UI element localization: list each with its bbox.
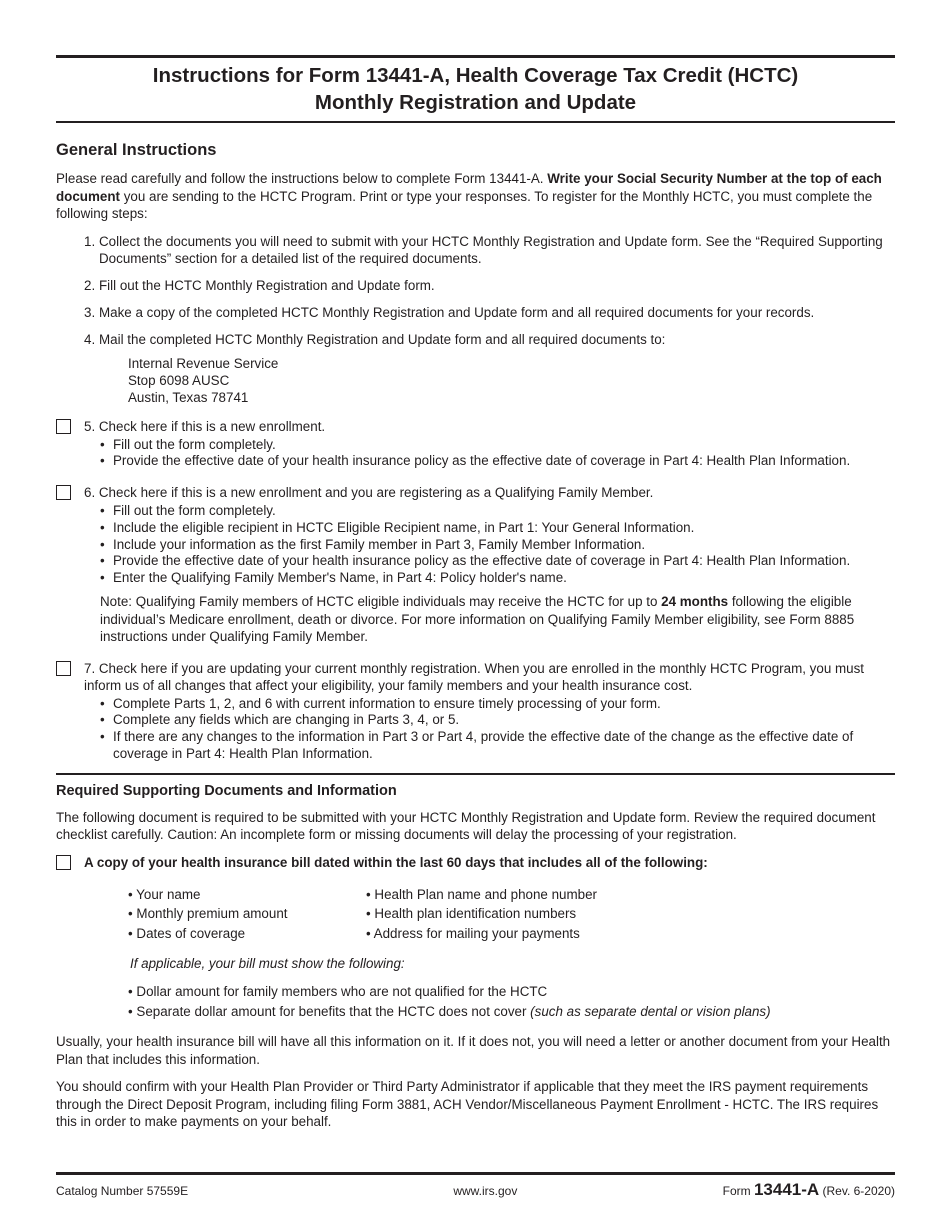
title-line-1: Instructions for Form 13441-A, Health Coverage Tax Credit (HCTC) (152, 64, 799, 87)
step-number: 4. (84, 331, 96, 347)
list-item: • Health Plan name and phone number (366, 886, 597, 902)
list-item: • Enter the Qualifying Family Member's Name, in Part 4: Policy holder's name. (100, 570, 567, 586)
insurance-bill-item (56, 854, 895, 871)
item-6-bullets (100, 503, 895, 587)
steps-list (84, 233, 895, 348)
general-intro (56, 170, 895, 223)
document-page (56, 55, 895, 1141)
required-heading: Required Supporting Documents and Information (56, 782, 397, 799)
list-item: • Health plan identification numbers (366, 906, 577, 922)
list-item: • Address for mailing your payments (366, 925, 580, 941)
general-heading: General Instructions (56, 141, 217, 159)
bill-info-paragraph: Usually, your health insurance bill will have all this information on it. If it does not, you will need a letter or another document from your Health Plan that includes this information. (56, 1034, 891, 1067)
title-rule (56, 121, 895, 123)
catalog-number: Catalog Number 57559E (56, 1184, 189, 1198)
required-intro: The following document is required to be submitted with your HCTC Monthly Registration and Update form. Review the required document checklist carefully. Caution: An incomplete form or missing documents will delay the processing of your registration. (56, 809, 876, 843)
step-text: Make a copy of the completed HCTC Monthly Registration and Update form and all required documents for your records. (99, 304, 815, 320)
list-item: • Dollar amount for family members who are not qualified for the HCTC (128, 984, 548, 1000)
bill-contents (128, 885, 895, 944)
direct-deposit-paragraph: You should confirm with your Health Plan Provider or Third Party Administrator if applicable that they meet the IRS payment requirements through the Direct Deposit Program, including filing Form 3881, ACH Vendor/Miscellaneous Payment Enrollment - HCTC. The IRS requires this in order to make payments on your behalf. (56, 1079, 879, 1130)
address-line: Internal Revenue Service (128, 355, 279, 371)
page-title (56, 58, 895, 121)
footer-rule (56, 1172, 895, 1175)
qualifying-family-note: Note: Qualifying Family members of HCTC eligible individuals may receive the HCTC for up to 24 months following the eligible individual’s Medicare enrollment, death or divorce. For more information on Qualifying Family Member eligibility, see Form 8885 instructions under Qualifying Family Member. (100, 594, 855, 645)
intro-text-a: Please read carefully and follow the instructions below to complete Form 13441-A. (56, 171, 548, 186)
list-item: • Provide the effective date of your health insurance policy as the effective date of coverage in Part 4: Health Plan Information. (100, 453, 851, 469)
step-1 (84, 233, 895, 267)
bill-contents-col-2 (366, 885, 597, 944)
irs-website: www.irs.gov (453, 1184, 518, 1198)
list-item: • Monthly premium amount (128, 906, 288, 922)
item-5-label: 5. Check here if this is a new enrollment. (84, 418, 326, 434)
section-rule (56, 773, 895, 775)
item-5 (56, 418, 895, 471)
list-item: • Include your information as the first Family member in Part 3, Family Member Information. (100, 536, 646, 552)
list-item: • Provide the effective date of your health insurance policy as the effective date of coverage in Part 4: Health Plan Information. (100, 553, 851, 569)
list-item: • Your name (128, 886, 201, 902)
insurance-bill-checkbox[interactable] (56, 855, 71, 870)
step-text: Collect the documents you will need to submit with your HCTC Monthly Registration and Update form. See the “Required Supporting Documents” section for a detailed list of the required documents. (99, 233, 883, 266)
step-2 (84, 277, 895, 294)
address-line: Stop 6098 AUSC (128, 372, 230, 388)
step-text: Mail the completed HCTC Monthly Registration and Update form and all required documents to: (99, 331, 666, 347)
new-enrollment-checkbox[interactable] (56, 419, 71, 434)
bill-contents-col-1 (128, 885, 366, 944)
item-6 (56, 484, 895, 645)
list-item: • Include the eligible recipient in HCTC Eligible Recipient name, in Part 1: Your General Information. (100, 519, 695, 535)
address-line: Austin, Texas 78741 (128, 389, 249, 405)
list-item: • Dates of coverage (128, 925, 246, 941)
list-item: • Fill out the form completely. (100, 503, 276, 519)
step-number: 1. (84, 233, 96, 249)
list-item: • Separate dollar amount for benefits that the HCTC does not cover (such as separate dental or vision plans) (128, 1003, 771, 1019)
intro-text-b: you are sending to the HCTC Program. Print or type your responses. To register for the Monthly HCTC, you must complete the following steps: (56, 188, 873, 221)
applicable-note: If applicable, your bill must show the following: (130, 956, 405, 972)
page-footer (56, 1172, 895, 1200)
item-7-bullets (100, 696, 895, 763)
applicable-list (128, 982, 895, 1021)
list-item: • Complete any fields which are changing in Parts 3, 4, or 5. (100, 712, 460, 728)
step-4 (84, 331, 895, 348)
item-5-bullets (100, 437, 895, 471)
title-line-2: Monthly Registration and Update (314, 91, 637, 114)
step-number: 3. (84, 304, 96, 320)
update-registration-checkbox[interactable] (56, 661, 71, 676)
step-number: 2. (84, 277, 96, 293)
list-item: • Complete Parts 1, 2, and 6 with current information to ensure timely processing of your form. (100, 695, 661, 711)
qualifying-family-member-checkbox[interactable] (56, 485, 71, 500)
item-6-label: 6. Check here if this is a new enrollment and you are registering as a Qualifying Family Member. (84, 485, 654, 501)
form-identifier: Form 13441-A (Rev. 6-2020) (722, 1180, 895, 1199)
step-3 (84, 304, 895, 321)
item-7 (56, 660, 895, 763)
mailing-address (128, 355, 895, 406)
step-text: Fill out the HCTC Monthly Registration and Update form. (99, 277, 435, 293)
insurance-bill-label: A copy of your health insurance bill dated within the last 60 days that includes all of the following: (84, 854, 708, 870)
list-item: • If there are any changes to the information in Part 3 or Part 4, provide the effective date of the change as the effective date of coverage in Part 4: Health Plan Information. (100, 729, 854, 761)
intro-bold: Write your Social Security Number at the top of each document (56, 171, 882, 204)
list-item: • Fill out the form completely. (100, 436, 276, 452)
item-7-label: 7. Check here if you are updating your current monthly registration. When you are enrolled in the monthly HCTC Program, you must inform us of all changes that affect your eligibility, your family members and your health insurance cost. (84, 660, 864, 693)
